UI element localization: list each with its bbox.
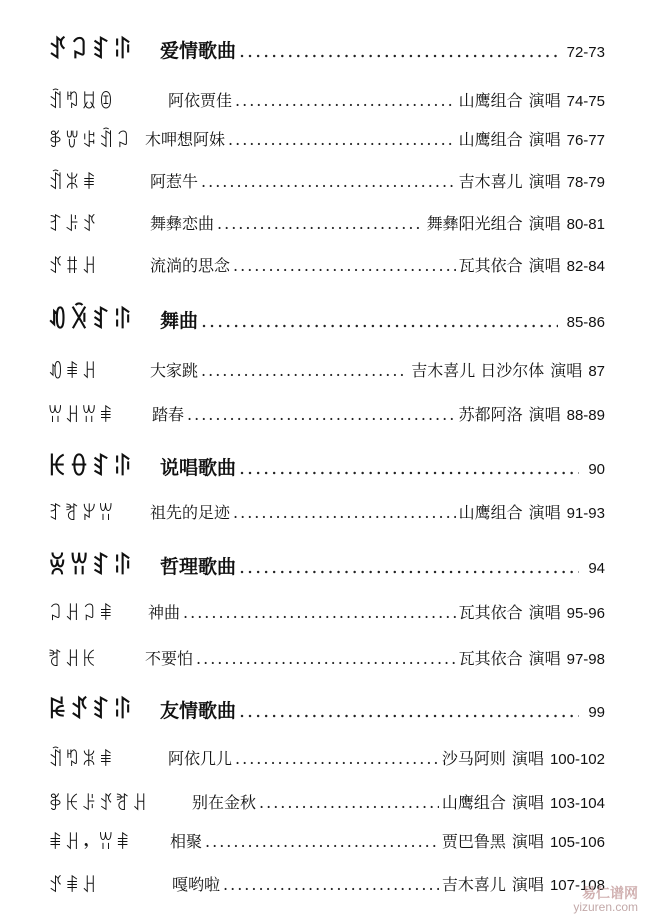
toc-entry[interactable] — [152, 402, 605, 425]
toc-entry[interactable] — [150, 500, 605, 523]
yi-song-text: ꐛꃅꀘ — [48, 649, 99, 671]
leader-dots — [239, 700, 579, 722]
page-number: 80-81 — [566, 216, 605, 233]
song-row — [0, 247, 650, 283]
song-title: 阿惹牛 — [150, 172, 199, 191]
song-title: 阿依贾佳 — [168, 91, 233, 110]
toc-entry[interactable] — [192, 790, 605, 813]
leader-dots — [233, 503, 456, 522]
page-number: 74-75 — [566, 93, 605, 110]
section-title: 友情歌曲 — [160, 700, 237, 722]
yi-song-text: ꃆꉒꌒꀉꃀ — [48, 130, 133, 152]
toc-entry[interactable] — [150, 358, 605, 381]
toc-entry[interactable] — [168, 746, 605, 769]
song-artist: 苏都阿洛 — [458, 405, 523, 424]
song-row — [0, 163, 650, 199]
song-title: 祖先的足迹 — [150, 503, 231, 522]
yi-song-text: ꀉꍝꑌ — [48, 172, 99, 194]
page-number: 78-79 — [566, 174, 605, 191]
leader-dots — [233, 256, 456, 275]
yi-heading-text: ꌞꀕꆏꃘ — [48, 552, 135, 580]
song-title: 神曲 — [148, 603, 181, 622]
song-artist: 舞彝阳光组合 — [426, 214, 523, 233]
toc-entry[interactable] — [160, 306, 605, 333]
leader-dots — [187, 405, 456, 424]
page-number: 88-89 — [566, 407, 605, 424]
leader-dots — [239, 556, 579, 578]
song-row — [0, 784, 650, 820]
leader-dots — [259, 793, 439, 812]
page-number: 87 — [588, 363, 605, 380]
leader-dots — [239, 40, 558, 62]
song-row — [0, 82, 650, 118]
page-number: 100-102 — [549, 751, 605, 768]
page-number: 99 — [588, 704, 605, 721]
yi-song-text: ꀋꐚꃅ — [48, 256, 99, 278]
toc-entry[interactable] — [160, 36, 605, 63]
sing-label: 演唱 — [528, 603, 561, 622]
sing-label: 演唱 — [511, 793, 544, 812]
song-artist: 吉木喜儿 — [441, 875, 506, 894]
yi-song-text: ꀋꑌꃅ — [48, 875, 99, 897]
page-number: 105-106 — [549, 834, 605, 851]
section-title: 舞曲 — [160, 310, 199, 332]
page-number: 103-104 — [549, 795, 605, 812]
yi-heading-text: ꀒꋋꆏꃘ — [48, 306, 135, 334]
yi-song-text: ꀉꑳꍝꑌ — [48, 749, 116, 771]
sing-label: 演唱 — [528, 130, 561, 149]
sing-label: 演唱 — [511, 832, 544, 851]
sing-label: 演唱 — [511, 749, 544, 768]
song-artist: 瓦其依合 — [458, 649, 523, 668]
leader-dots — [235, 749, 439, 768]
song-artist: 山鹰组合 — [458, 91, 523, 110]
toc-entry[interactable] — [160, 696, 605, 723]
page-number: 107-108 — [549, 877, 605, 894]
toc-entry[interactable] — [150, 253, 605, 276]
toc-entry[interactable] — [150, 169, 605, 192]
watermark-url: yizuren.com — [573, 900, 638, 914]
song-row — [0, 352, 650, 388]
song-row — [0, 121, 650, 157]
sing-label: 演唱 — [528, 91, 561, 110]
song-title: 不要怕 — [145, 649, 194, 668]
song-title: 嘎哟啦 — [172, 875, 221, 894]
yi-song-text: ꑌꃅ，ꀕꑌ — [48, 832, 133, 854]
section-heading — [0, 546, 650, 582]
song-artist: 吉木喜儿 日沙尔体 — [411, 361, 545, 380]
song-artist: 瓦其依合 — [458, 603, 523, 622]
yi-song-text: ꀒꑌꃅ — [48, 361, 99, 383]
leader-dots — [217, 214, 424, 233]
watermark-title: 易仁谱网 — [582, 885, 638, 901]
section-title: 哲理歌曲 — [160, 556, 237, 578]
sing-label: 演唱 — [528, 214, 561, 233]
sing-label: 演唱 — [550, 361, 583, 380]
leader-dots — [223, 875, 439, 894]
yi-heading-text: ꀋꃀꆏꃘ — [48, 36, 135, 64]
song-row — [0, 823, 650, 859]
section-title: 说唱歌曲 — [160, 457, 237, 479]
leader-dots — [235, 91, 456, 110]
page-number: 90 — [588, 461, 605, 478]
yi-song-text: ꀕꃅꀕꑌ — [48, 405, 116, 427]
song-row — [0, 396, 650, 432]
section-heading — [0, 690, 650, 726]
leader-dots — [183, 603, 456, 622]
page-number: 85-86 — [566, 314, 605, 331]
leader-dots — [239, 457, 579, 479]
song-artist: 瓦其依合 — [458, 256, 523, 275]
yi-song-text: ꆈꐛꏃꀕ — [48, 503, 116, 525]
toc-entry[interactable] — [170, 829, 605, 852]
song-title: 相聚 — [170, 832, 203, 851]
sing-label: 演唱 — [528, 405, 561, 424]
page-number: 95-96 — [566, 605, 605, 622]
section-heading — [0, 300, 650, 336]
song-artist: 山鹰组合 — [458, 130, 523, 149]
page-number: 94 — [588, 560, 605, 577]
song-title: 踏春 — [152, 405, 185, 424]
leader-dots — [205, 832, 439, 851]
page-number: 72-73 — [566, 44, 605, 61]
song-artist: 山鹰组合 — [458, 503, 523, 522]
sing-label: 演唱 — [528, 649, 561, 668]
toc-entry[interactable] — [160, 552, 605, 579]
song-title: 木呷想阿妹 — [145, 130, 226, 149]
toc-entry[interactable] — [145, 646, 605, 669]
page-number: 76-77 — [566, 132, 605, 149]
leader-dots — [201, 361, 408, 380]
sing-label: 演唱 — [528, 503, 561, 522]
song-artist: 山鹰组合 — [441, 793, 506, 812]
song-title: 阿依几儿 — [168, 749, 233, 768]
song-row — [0, 640, 650, 676]
song-row — [0, 594, 650, 630]
page-number: 91-93 — [566, 505, 605, 522]
yi-song-text: ꃀꃅꃀꑌ — [48, 603, 116, 625]
song-row — [0, 205, 650, 241]
sing-label: 演唱 — [511, 875, 544, 894]
yi-song-text: ꀉꑳꇷꀧ — [48, 91, 116, 113]
song-title: 别在金秋 — [192, 793, 257, 812]
section-heading — [0, 30, 650, 66]
song-row — [0, 740, 650, 776]
song-artist: 沙马阿则 — [441, 749, 506, 768]
song-artist: 贾巴鲁黑 — [441, 832, 506, 851]
leader-dots — [228, 130, 456, 149]
page-number: 82-84 — [566, 258, 605, 275]
song-title: 流淌的思念 — [150, 256, 231, 275]
toc-entry[interactable] — [150, 211, 605, 234]
song-title: 舞彝恋曲 — [150, 214, 215, 233]
toc-entry[interactable] — [145, 127, 605, 150]
song-row — [0, 866, 650, 902]
leader-dots — [201, 172, 456, 191]
yi-heading-text: ꀘꂷꆏꃘ — [48, 453, 135, 481]
yi-song-text: ꃆꀘꌠꀋꐛꃅ — [48, 793, 150, 815]
leader-dots — [196, 649, 456, 668]
site-watermark — [573, 886, 638, 914]
sing-label: 演唱 — [528, 256, 561, 275]
section-title: 爱情歌曲 — [160, 40, 237, 62]
toc-entry[interactable] — [172, 872, 605, 895]
toc-entry[interactable] — [168, 88, 605, 111]
leader-dots — [201, 310, 558, 332]
page-number: 97-98 — [566, 651, 605, 668]
section-heading — [0, 447, 650, 483]
song-title: 大家跳 — [150, 361, 199, 380]
sing-label: 演唱 — [528, 172, 561, 191]
toc-entry[interactable] — [160, 453, 605, 480]
yi-song-text: ꆈꌠꀋ — [48, 214, 99, 236]
yi-heading-text: ꀙꀋꆏꃘ — [48, 696, 135, 724]
toc-entry[interactable] — [148, 600, 605, 623]
song-artist: 吉木喜儿 — [458, 172, 523, 191]
song-row — [0, 494, 650, 530]
